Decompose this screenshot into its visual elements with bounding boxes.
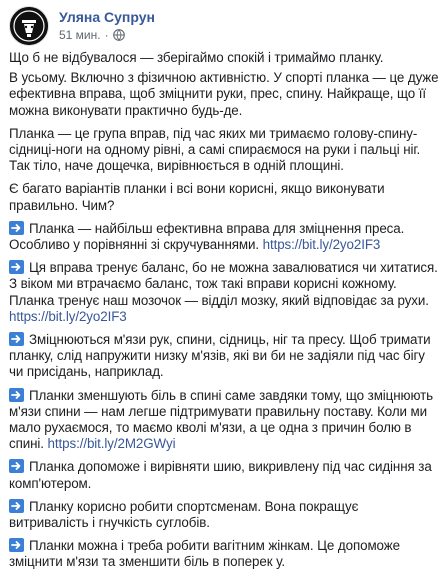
bullet-link[interactable]: https://bit.ly/2M2GWyi [47,436,176,452]
bullet-item [9,260,439,325]
bullet-text: Планки можна і треба робити вагітним жінкам. Це допоможе зміцнити м'язи та зменшити біль в поперек у. [9,538,400,570]
bullet-link[interactable]: https://bit.ly/2yo2IF3 [9,308,127,324]
bullet-item [9,459,439,491]
bullet-text: Планка — найбільш ефективна вправа для зміцнення преса. Особливо у порівнянні зі скручуваннями. [9,220,405,253]
post-paragraph: Що б не відбувалося — зберігаймо спокій і тримаймо планку. [9,50,384,65]
post-body [9,50,439,571]
arrow-right-icon [9,260,24,274]
arrow-right-icon [9,538,24,552]
header-text [59,6,155,43]
post-meta [59,27,155,43]
bullet-text: Планку корисно робити спортсменам. Вона покращує витривалість і гнучкість суглобів. [9,498,359,531]
bullet-text: Ця вправа тренує баланс, бо не можна завалюватися чи хитатися. З віком ми втрачаємо баланс, тож такі вправи корисні кожному. Планка тренує наш мозочок — відділ мозку, який відповідає за рухи. [9,260,438,308]
post-paragraph: В усьому. Включно з фізичною активністю. У спорті планка — це дуже ефективна вправа, щоб зміцнити руки, прес, спину. Найкраще, що її можна виконувати практично будь-де. [9,70,439,118]
bullet-item [9,538,439,570]
arrow-right-icon [9,388,24,402]
arrow-right-icon [9,499,24,513]
arrow-right-icon [9,459,24,473]
bullet-item [9,332,439,381]
post-header [9,0,439,50]
author-name[interactable]: Уляна Супрун [59,9,155,25]
post-paragraph: Є багато варіантів планки і всі вони корисні, якщо виконувати правильно. Чим? [9,181,385,213]
avatar-logo[interactable] [9,6,49,46]
bullet-item [9,499,439,531]
bullet-item [9,388,439,453]
post-timestamp[interactable]: 51 мин. [59,28,101,42]
post-paragraph: Планка — це група вправ, під час яких ми тримаємо голову-спину-сідниці-ноги на одному рівні, а самі спираємося на руки і пальці ніг. Так тіло, наче дощечка, вирівнюється в одній площині. [9,125,421,174]
avatar-logo-graphic [10,7,48,45]
bullet-link[interactable]: https://bit.ly/2yo2IF3 [262,237,381,253]
bullet-text: Планки зменшують біль в спині саме завдяки тому, що зміцнюють м'язи спини — нам легше підтримувати правильну поставу. Коли ми мало рухаємося, то маємо кволі м'язи, а це одна з причин болю в спині. [9,387,434,452]
arrow-right-icon [9,332,24,346]
bullet-item [9,221,439,253]
bullet-text: Зміцнюються м'язи рук, спини, сідниць, ніг та пресу. Щоб тримати планку, слід напружити низку м'язів, які ви би не задіяли під час бігу чи присідань, наприклад. [9,332,431,380]
globe-icon[interactable] [113,29,125,41]
bullet-text: Планка допоможе і вирівняти шию, викривлену під час сидіння за комп'ютером. [9,459,432,491]
arrow-right-icon [9,221,24,235]
meta-separator: · [104,28,109,42]
